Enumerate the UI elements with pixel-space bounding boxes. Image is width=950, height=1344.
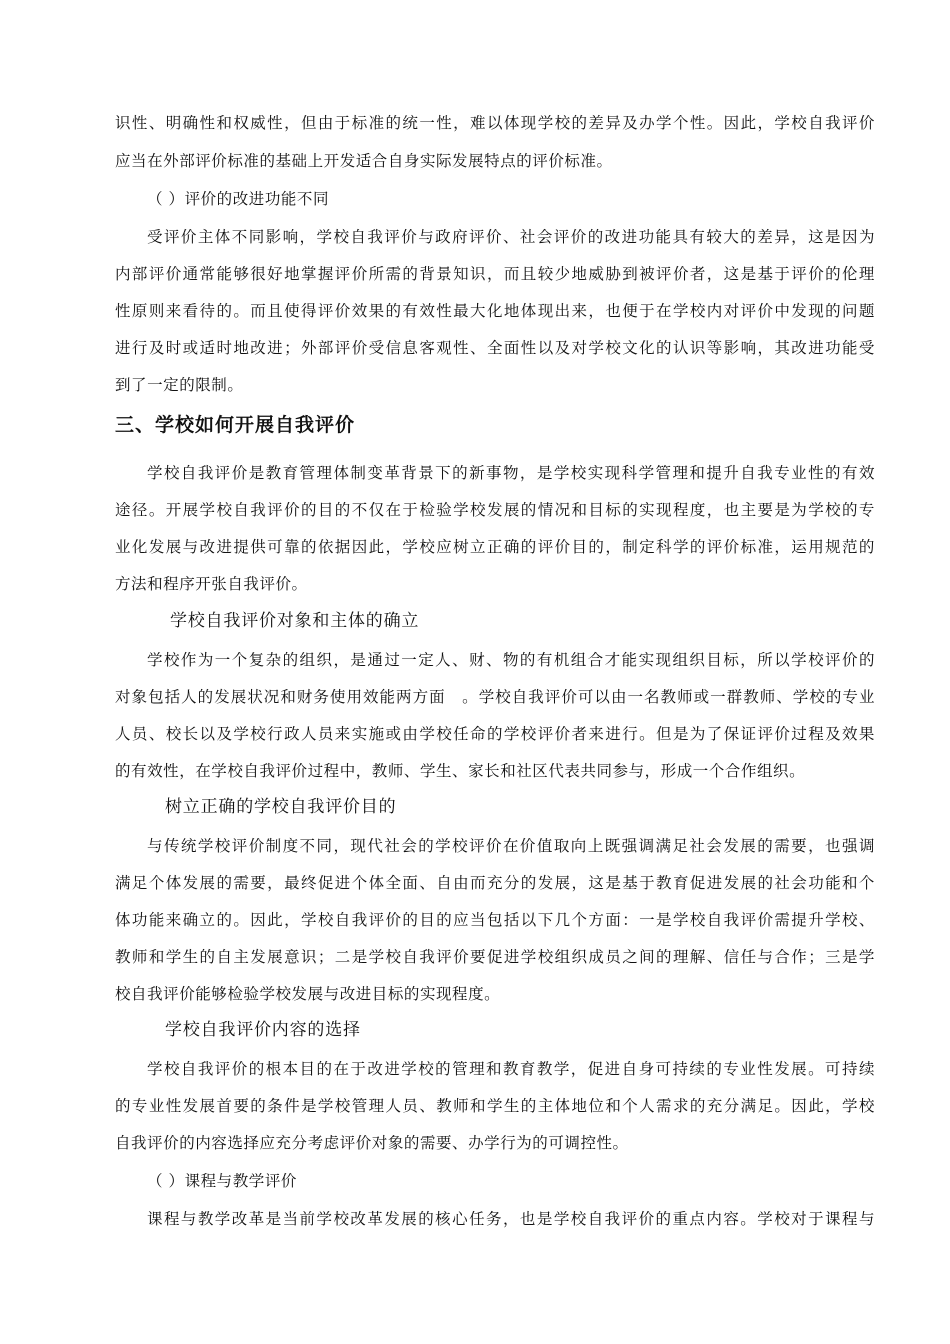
- paragraph-line: 校自我评价能够检验学校发展与改进目标的实现程度。: [115, 985, 501, 1003]
- paragraph-line: 业化发展与改进提供可靠的依据因此，学校应树立正确的评价目的，制定科学的评价标准，运用规范的: [115, 538, 875, 556]
- paragraph-line: 学校自我评价是教育管理体制变革背景下的新事物，是学校实现科学管理和提升自我专业性的有效: [147, 464, 875, 482]
- paragraph-line: 的专业性发展首要的条件是学校管理人员、教师和学生的主体地位和个人需求的充分满足。因此，学校: [115, 1097, 875, 1115]
- paragraph-line: 应当在外部评价标准的基础上开发适合自身实际发展特点的评价标准。: [115, 152, 613, 170]
- paragraph-line: 体功能来确立的。因此，学校自我评价的目的应当包括以下几个方面：一是学校自我评价需提升学校、: [115, 911, 875, 929]
- paragraph-line: 到了一定的限制。: [115, 376, 244, 394]
- section-title: 三、学校如何开展自我评价: [115, 414, 356, 436]
- subsection-heading-content: 学校自我评价内容的选择: [165, 1020, 361, 1040]
- paragraph-line: 性原则来看待的。而且使得评价效果的有效性最大化地体现出来，也便于在学校内对评价中发现的问题: [115, 302, 875, 320]
- paragraph-line: 教师和学生的自主发展意识；二是学校自我评价要促进学校组织成员之间的理解、信任与合作；三是学: [115, 948, 875, 966]
- paragraph-line: 自我评价的内容选择应充分考虑评价对象的需要、办学行为的可调控性。: [115, 1134, 629, 1152]
- paragraph-line: 与传统学校评价制度不同，现代社会的学校评价在价值取向上既强调满足社会发展的需要，也强调: [147, 837, 875, 855]
- paragraph-line: 识性、明确性和权威性，但由于标准的统一性，难以体现学校的差异及办学个性。因此，学校自我评价: [115, 114, 875, 132]
- subheading-curriculum-teaching: （ ）课程与教学评价: [147, 1172, 297, 1190]
- paragraph-line: 对象包括人的发展状况和财务使用效能两方面 。学校自我评价可以由一名教师或一群教师、学校的专业: [115, 688, 875, 706]
- paragraph-line: 学校作为一个复杂的组织，是通过一定人、财、物的有机组合才能实现组织目标，所以学校评价的: [147, 651, 875, 669]
- paragraph-line: 课程与教学改革是当前学校改革发展的核心任务，也是学校自我评价的重点内容。学校对于课程与: [147, 1210, 875, 1228]
- paragraph-line: 的有效性，在学校自我评价过程中，教师、学生、家长和社区代表共同参与，形成一个合作组织。: [115, 762, 806, 780]
- paragraph-line: 进行及时或适时地改进；外部评价受信息客观性、全面性以及对学校文化的认识等影响，其改进功能受: [115, 339, 875, 357]
- paragraph-line: 人员、校长以及学校行政人员来实施或由学校任命的学校评价者来进行。但是为了保证评价过程及效果: [115, 725, 875, 743]
- paragraph-line: 内部评价通常能够很好地掌握评价所需的背景知识，而且较少地威胁到被评价者，这是基于评价的伦理: [115, 265, 875, 283]
- subsection-heading-object-subject: 学校自我评价对象和主体的确立: [170, 611, 420, 631]
- paragraph-line: 受评价主体不同影响，学校自我评价与政府评价、社会评价的改进功能具有较大的差异，这是因为: [147, 228, 875, 246]
- subheading-improvement-function: （ ）评价的改进功能不同: [147, 190, 330, 208]
- paragraph-line: 学校自我评价的根本目的在于改进学校的管理和教育教学，促进自身可持续的专业性发展。可持续: [147, 1060, 875, 1078]
- paragraph-line: 方法和程序开张自我评价。: [115, 575, 308, 593]
- paragraph-line: 满足个体发展的需要，最终促进个体全面、自由而充分的发展，这是基于教育促进发展的社会功能和个: [115, 874, 875, 892]
- subsection-heading-purpose: 树立正确的学校自我评价目的: [165, 797, 397, 817]
- paragraph-line: 途径。开展学校自我评价的目的不仅在于检验学校发展的情况和目标的实现程度，也主要是为学校的专: [115, 501, 875, 519]
